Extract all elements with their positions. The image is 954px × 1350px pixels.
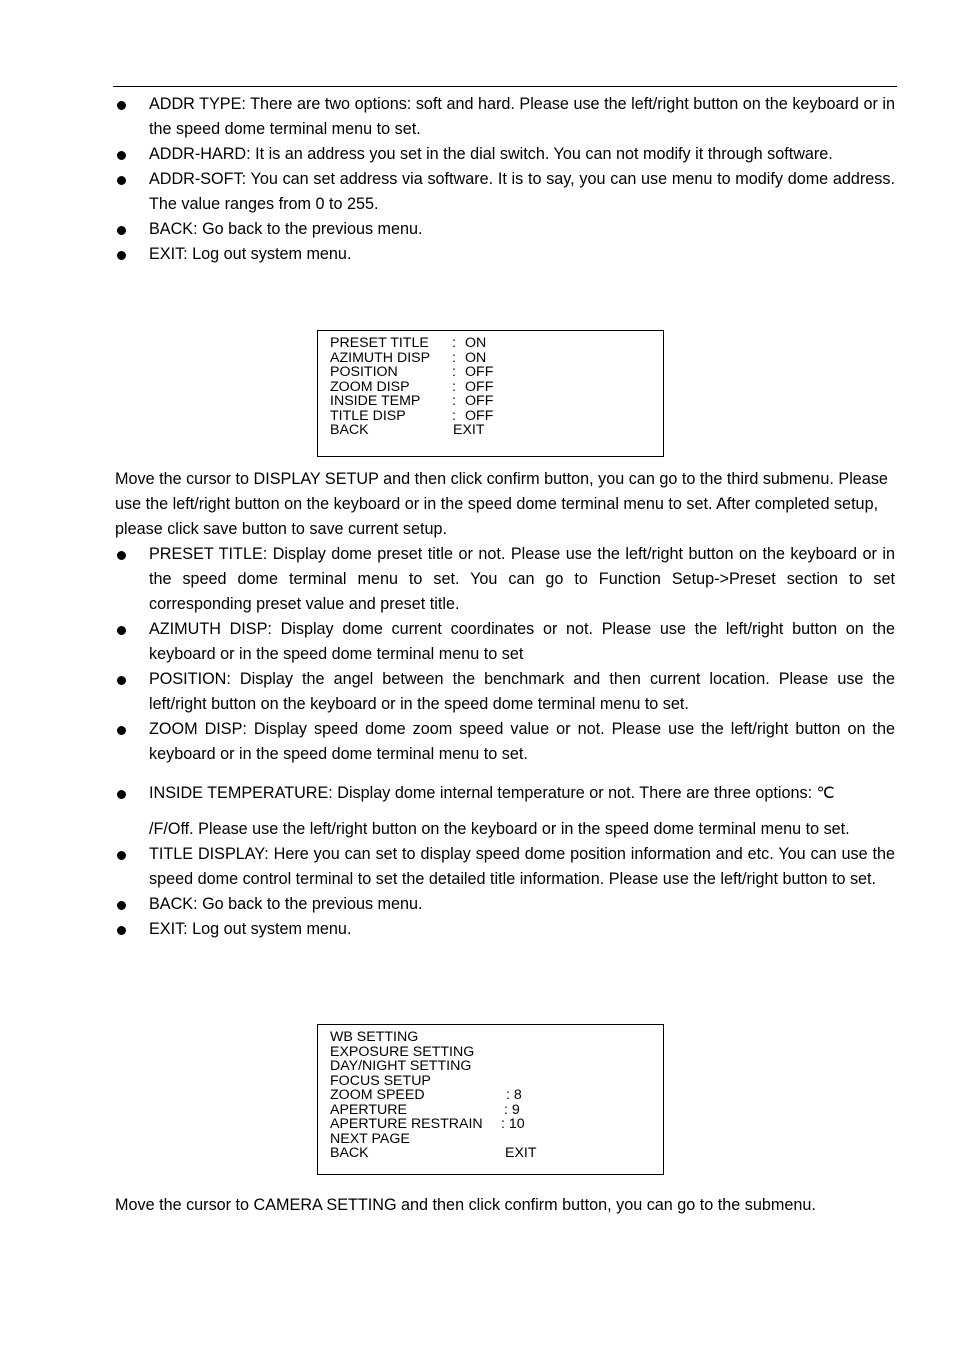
list-item: ADDR-HARD: It is an address you set in the dial switch. You can not modify it through software.	[113, 142, 895, 167]
list-item: INSIDE TEMPERATURE: Display dome internal temperature or not. There are three options: ℃	[113, 781, 895, 806]
list-item: ZOOM DISP: Display speed dome zoom speed value or not. Please use the left/right button on the keyboard or in the speed dome terminal menu to set.	[113, 717, 895, 767]
menu-exit-option: EXIT	[453, 422, 485, 438]
bullet-icon	[117, 926, 126, 935]
display-setup-menu: PRESET TITLE : ON AZIMUTH DISP : ON POSITION : OFF ZOOM DISP : OFF INSIDE TEMP : OFF TITLE DISP : OFF BACK EXIT	[317, 330, 664, 457]
inside-temp-item	[113, 781, 895, 806]
bullet-icon	[117, 551, 126, 560]
list-item: BACK: Go back to the previous menu.	[113, 217, 895, 242]
display-options-list-cont	[113, 842, 895, 942]
bullet-icon	[117, 151, 126, 160]
list-item: ADDR-SOFT: You can set address via software. It is to say, you can use menu to modify dome address. The value ranges from 0 to 255.	[113, 167, 895, 217]
menu-back-option: BACK	[330, 1145, 369, 1161]
bullet-icon	[117, 626, 126, 635]
bullet-icon	[117, 176, 126, 185]
display-options-list	[113, 542, 895, 767]
bullet-icon	[117, 790, 126, 799]
bullet-icon	[117, 101, 126, 110]
camera-setting-intro: Move the cursor to CAMERA SETTING and then click confirm button, you can go to the submenu.	[115, 1196, 816, 1214]
display-setup-intro: Move the cursor to DISPLAY SETUP and then click confirm button, you can go to the third submenu. Please use the left/right button on the keyboard or in the speed dome terminal menu to set. After completed setup, please click save button to save current setup.	[115, 470, 888, 538]
camera-setting-menu: WB SETTING EXPOSURE SETTING DAY/NIGHT SETTING FOCUS SETUP ZOOM SPEED : 8 APERTURE : 9 APERTURE RESTRAIN : 10 NEXT PAGE BACK EXIT	[317, 1024, 664, 1175]
bullet-icon	[117, 251, 126, 260]
bullet-icon	[117, 676, 126, 685]
list-item: TITLE DISPLAY: Here you can set to display speed dome position information and etc. You can use the speed dome control terminal to set the detailed title information. Please use the left/right button to set.	[113, 842, 895, 892]
list-item: EXIT: Log out system menu.	[113, 917, 895, 942]
inside-temp-continuation: /F/Off. Please use the left/right button on the keyboard or in the speed dome terminal menu to set.	[149, 820, 850, 838]
bullet-icon	[117, 901, 126, 910]
bullet-icon	[117, 226, 126, 235]
list-item: POSITION: Display the angel between the benchmark and then current location. Please use the left/right button on the keyboard or in the speed dome terminal menu to set.	[113, 667, 895, 717]
header-rule	[113, 86, 897, 87]
list-item: PRESET TITLE: Display dome preset title or not. Please use the left/right button on the keyboard or in the speed dome terminal menu to set. You can go to Function Setup->Preset section to set corresponding preset value and preset title.	[113, 542, 895, 617]
addr-options-list	[113, 92, 895, 267]
list-item: EXIT: Log out system menu.	[113, 242, 895, 267]
list-item: AZIMUTH DISP: Display dome current coordinates or not. Please use the left/right button on the keyboard or in the speed dome terminal menu to set	[113, 617, 895, 667]
bullet-icon	[117, 851, 126, 860]
list-item: BACK: Go back to the previous menu.	[113, 892, 895, 917]
list-item: ADDR TYPE: There are two options: soft and hard. Please use the left/right button on the keyboard or in the speed dome terminal menu to set.	[113, 92, 895, 142]
bullet-icon	[117, 726, 126, 735]
menu-back-option: BACK	[330, 422, 369, 438]
menu-exit-option: EXIT	[505, 1145, 537, 1161]
